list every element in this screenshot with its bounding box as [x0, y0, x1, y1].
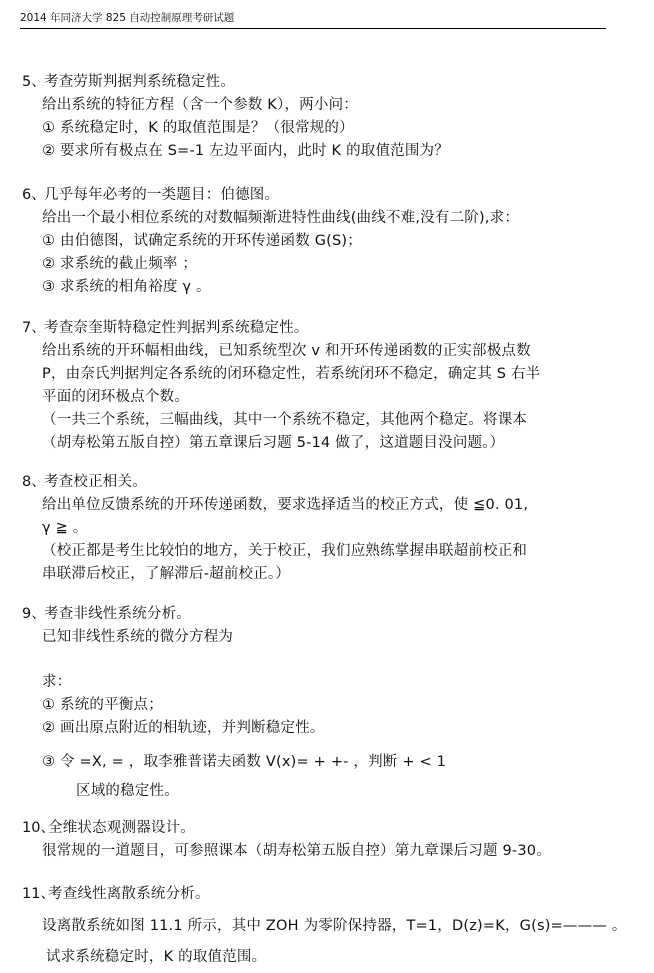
question-5-line: 给出系统的特征方程（含一个参数 K），两小问： [42, 97, 358, 113]
page-header [20, 10, 606, 29]
question-6-line: ② 求系统的截止频率 ； [42, 256, 198, 272]
question-7-line: （一共三个系统，三幅曲线，其中一个系统不稳定，其他两个稳定。将课本 [42, 412, 528, 428]
question-11-number: 11、 [22, 886, 55, 902]
question-5-line: ② 要求所有极点在 S=-1 左边平面内，此时 K 的取值范围为？ [42, 143, 449, 159]
question-11-title: 考查线性离散系统分析。 [48, 886, 210, 902]
question-8-line: γ ≧ 。 [42, 520, 88, 536]
question-8-title: 考查校正相关。 [44, 474, 147, 490]
question-5-line: ① 系统稳定时，K 的取值范围是？（很常规的） [42, 120, 354, 136]
question-5-title: 考查劳斯判据判系统稳定性。 [44, 74, 236, 90]
question-10-number: 10、 [22, 820, 55, 836]
question-6-number: 6、 [22, 187, 46, 203]
question-9-line: ① 系统的平衡点； [42, 697, 163, 713]
question-7-number: 7、 [22, 320, 46, 336]
question-11-line: 试求系统稳定时，K 的取值范围。 [46, 949, 267, 965]
question-9-line: ③ 令 =X, = ，取李雅普诺夫函数 V(x)= + +- ，判断 + < 1 [42, 754, 447, 770]
question-11-line: 设离散系统如图 11.1 所示，其中 ZOH 为零阶保持器，T=1，D(z)=K，G(s)=——— 。 [42, 918, 627, 934]
question-7-line: 平面的闭环极点个数。 [42, 389, 189, 405]
question-6-title: 几乎每年必考的一类题目：伯德图。 [44, 187, 280, 203]
question-9-title: 考查非线性系统分析。 [44, 606, 191, 622]
question-6-line: ③ 求系统的相角裕度 γ 。 [42, 279, 211, 295]
question-5-number: 5、 [22, 74, 46, 90]
document-title: 2014 年同济大学 825 自动控制原理考研试题 [20, 12, 235, 24]
question-6-line: 给出一个最小相位系统的对数幅频渐进特性曲线(曲线不难,没有二阶),求： [42, 210, 520, 226]
question-9-line: 求： [42, 674, 72, 690]
question-6-line: ① 由伯德图，试确定系统的开环传递函数 G(S)； [42, 233, 362, 249]
question-8-line: 串联滞后校正，了解滞后-超前校正。） [42, 566, 291, 582]
question-7-title: 考查奈奎斯特稳定性判据判系统稳定性。 [44, 320, 309, 336]
question-9-line: ② 画出原点附近的相轨迹，并判断稳定性。 [42, 720, 325, 736]
question-7-line: P，由奈氏判据判定各系统的闭环稳定性，若系统闭环不稳定，确定其 S 右半 [42, 366, 541, 382]
question-9-number: 9、 [22, 606, 46, 622]
question-9-line: 区域的稳定性。 [76, 783, 179, 799]
question-7-line: 给出系统的开环幅相曲线，已知系统型次 v 和开环传递函数的正实部极点数 [42, 343, 531, 359]
question-8-line: （校正都是考生比较怕的地方，关于校正，我们应熟练掌握串联超前校正和 [42, 543, 528, 559]
question-8-number: 8、 [22, 474, 46, 490]
question-8-line: 给出单位反馈系统的开环传递函数，要求选择适当的校正方式，使 ≦0. 01, [42, 497, 529, 513]
question-10-title: 全维状态观测器设计。 [48, 820, 195, 836]
question-9-line: 已知非线性系统的微分方程为 [42, 629, 234, 645]
question-10-line: 很常规的一道题目，可参照课本（胡寿松第五版自控）第九章课后习题 9-30。 [42, 843, 551, 859]
question-7-line: （胡寿松第五版自控）第五章课后习题 5-14 做了，这道题目没问题。） [42, 435, 505, 451]
